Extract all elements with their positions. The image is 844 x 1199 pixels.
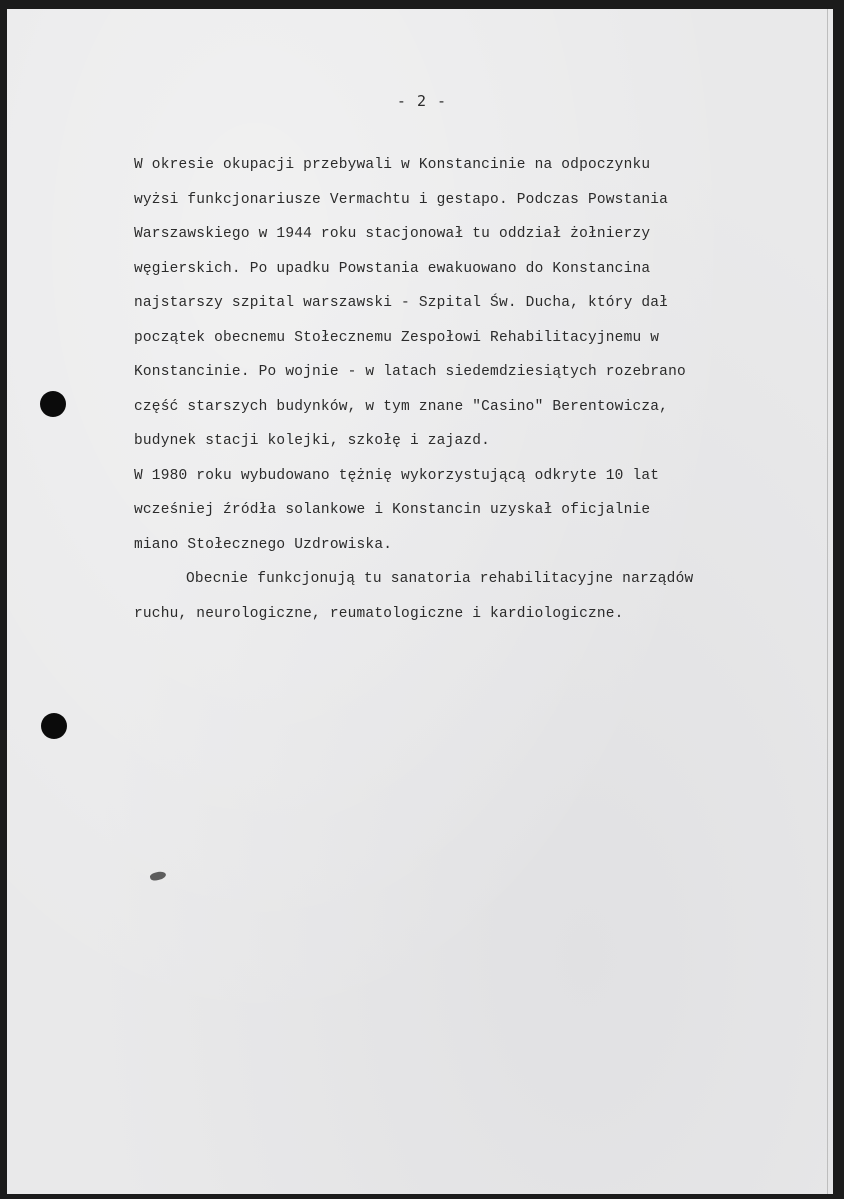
text-line: miano Stołecznego Uzdrowiska. bbox=[134, 536, 393, 553]
punch-hole-bottom bbox=[41, 713, 67, 739]
text-line: początek obecnemu Stołecznemu Zespołowi Rehabilitacyjnemu w bbox=[134, 329, 660, 346]
punch-hole-top bbox=[40, 391, 66, 417]
page-number: - 2 - bbox=[396, 92, 448, 110]
paragraph-current-sanatoria bbox=[134, 562, 794, 631]
text-line: wyżsi funkcjonariusze Vermachtu i gestapo. Podczas Powstania bbox=[134, 191, 669, 208]
text-line: budynek stacji kolejki, szkołę i zajazd. bbox=[134, 433, 491, 449]
text-line: węgierskich. Po upadku Powstania ewakuowano do Konstancina bbox=[134, 260, 651, 277]
text-line: ruchu, neurologiczne, reumatologiczne i kardiologiczne. bbox=[134, 605, 624, 622]
text-line: najstarszy szpital warszawski - Szpital Św. Ducha, który dał bbox=[134, 295, 669, 311]
text-line: Obecnie funkcjonują tu sanatoria rehabilitacyjne narządów bbox=[186, 571, 694, 587]
text-line: Konstancinie. Po wojnie - w latach siedemdziesiątych rozebrano bbox=[134, 364, 686, 380]
text-line: część starszych budynków, w tym znane "Casino" Berentowicza, bbox=[134, 398, 669, 415]
page-edge bbox=[827, 9, 828, 1194]
paragraph-spa-status bbox=[134, 459, 794, 563]
text-line: W okresie okupacji przebywali w Konstancinie na odpoczynku bbox=[134, 157, 651, 173]
text-line: wcześniej źródła solankowe i Konstancin uzyskał oficjalnie bbox=[134, 502, 651, 518]
text-line: Warszawskiego w 1944 roku stacjonował tu oddział żołnierzy bbox=[134, 226, 651, 242]
paragraph-occupation-history bbox=[134, 148, 794, 459]
document-body bbox=[134, 148, 794, 631]
text-line: W 1980 roku wybudowano tężnię wykorzystującą odkryte 10 lat bbox=[134, 467, 660, 484]
